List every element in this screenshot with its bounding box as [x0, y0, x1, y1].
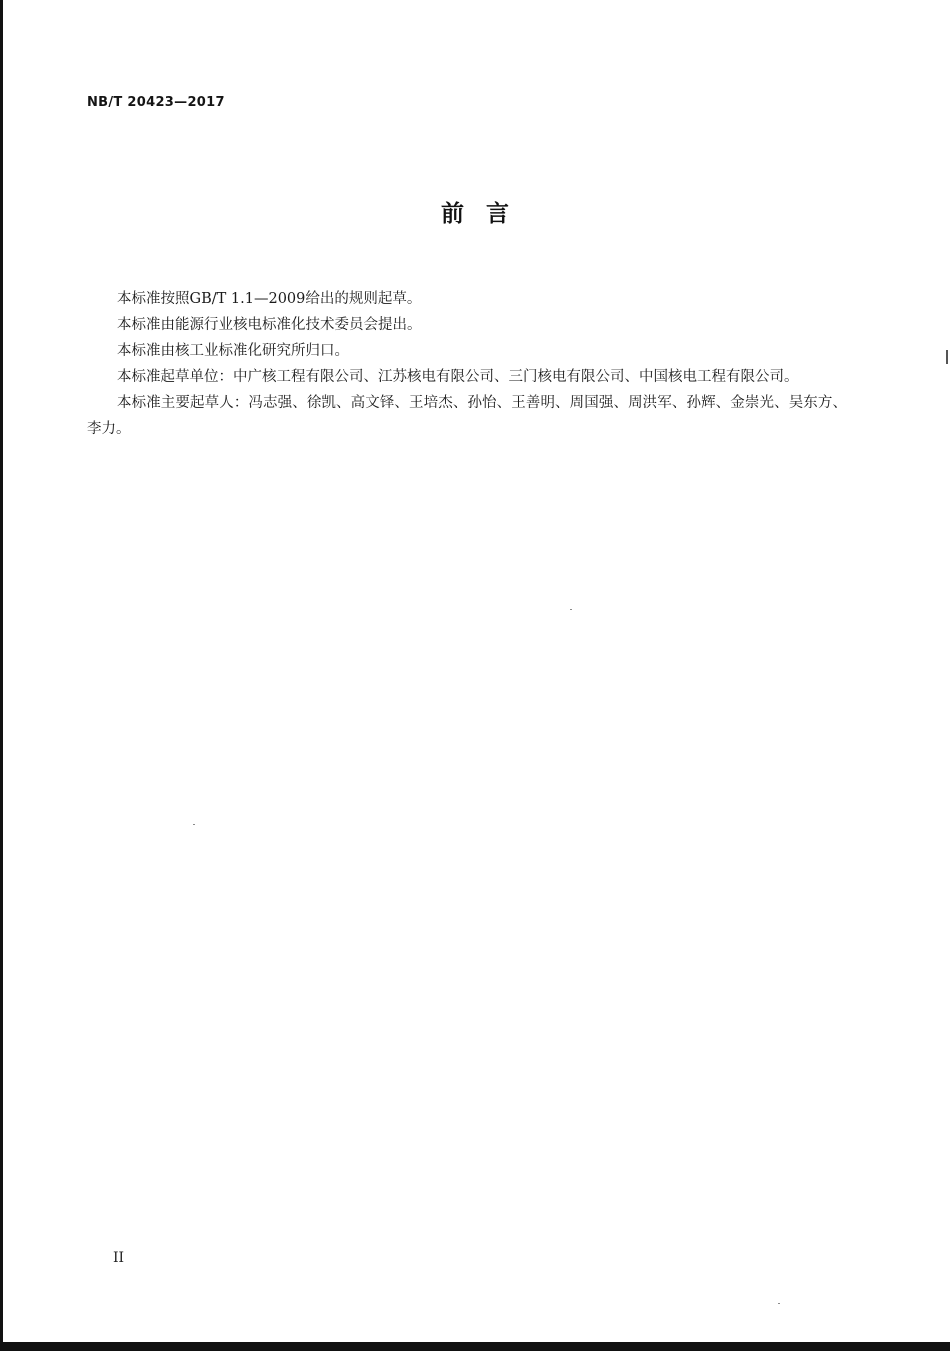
page-title: 前言: [441, 201, 531, 227]
paragraph-main-drafters: 本标准主要起草人：冯志强、徐凯、高文铎、王培杰、孙怡、王善明、周国强、周洪军、孙辉、金崇光、吴东方、李力。: [87, 395, 847, 437]
page-number: II: [113, 1250, 125, 1266]
paragraph-drafting-rules: 本标准按照GB/T 1.1—2009给出的规则起草。: [117, 291, 422, 307]
scan-bottom-edge: [0, 1342, 950, 1351]
paragraph-drafting-units: 本标准起草单位：中广核工程有限公司、江苏核电有限公司、三门核电有限公司、中国核电工程有限公司。: [117, 369, 799, 385]
paragraph-administered-by: 本标准由核工业标准化研究所归口。: [117, 343, 349, 359]
standard-code: NB/T 20423—2017: [87, 95, 225, 110]
scan-speck: [778, 1303, 780, 1304]
scan-speck: [193, 824, 195, 825]
scan-edge-mark: [946, 350, 948, 364]
foreword-body: [87, 286, 847, 442]
scan-speck: [570, 609, 572, 610]
paragraph-proposed-by: 本标准由能源行业核电标准化技术委员会提出。: [117, 317, 422, 333]
